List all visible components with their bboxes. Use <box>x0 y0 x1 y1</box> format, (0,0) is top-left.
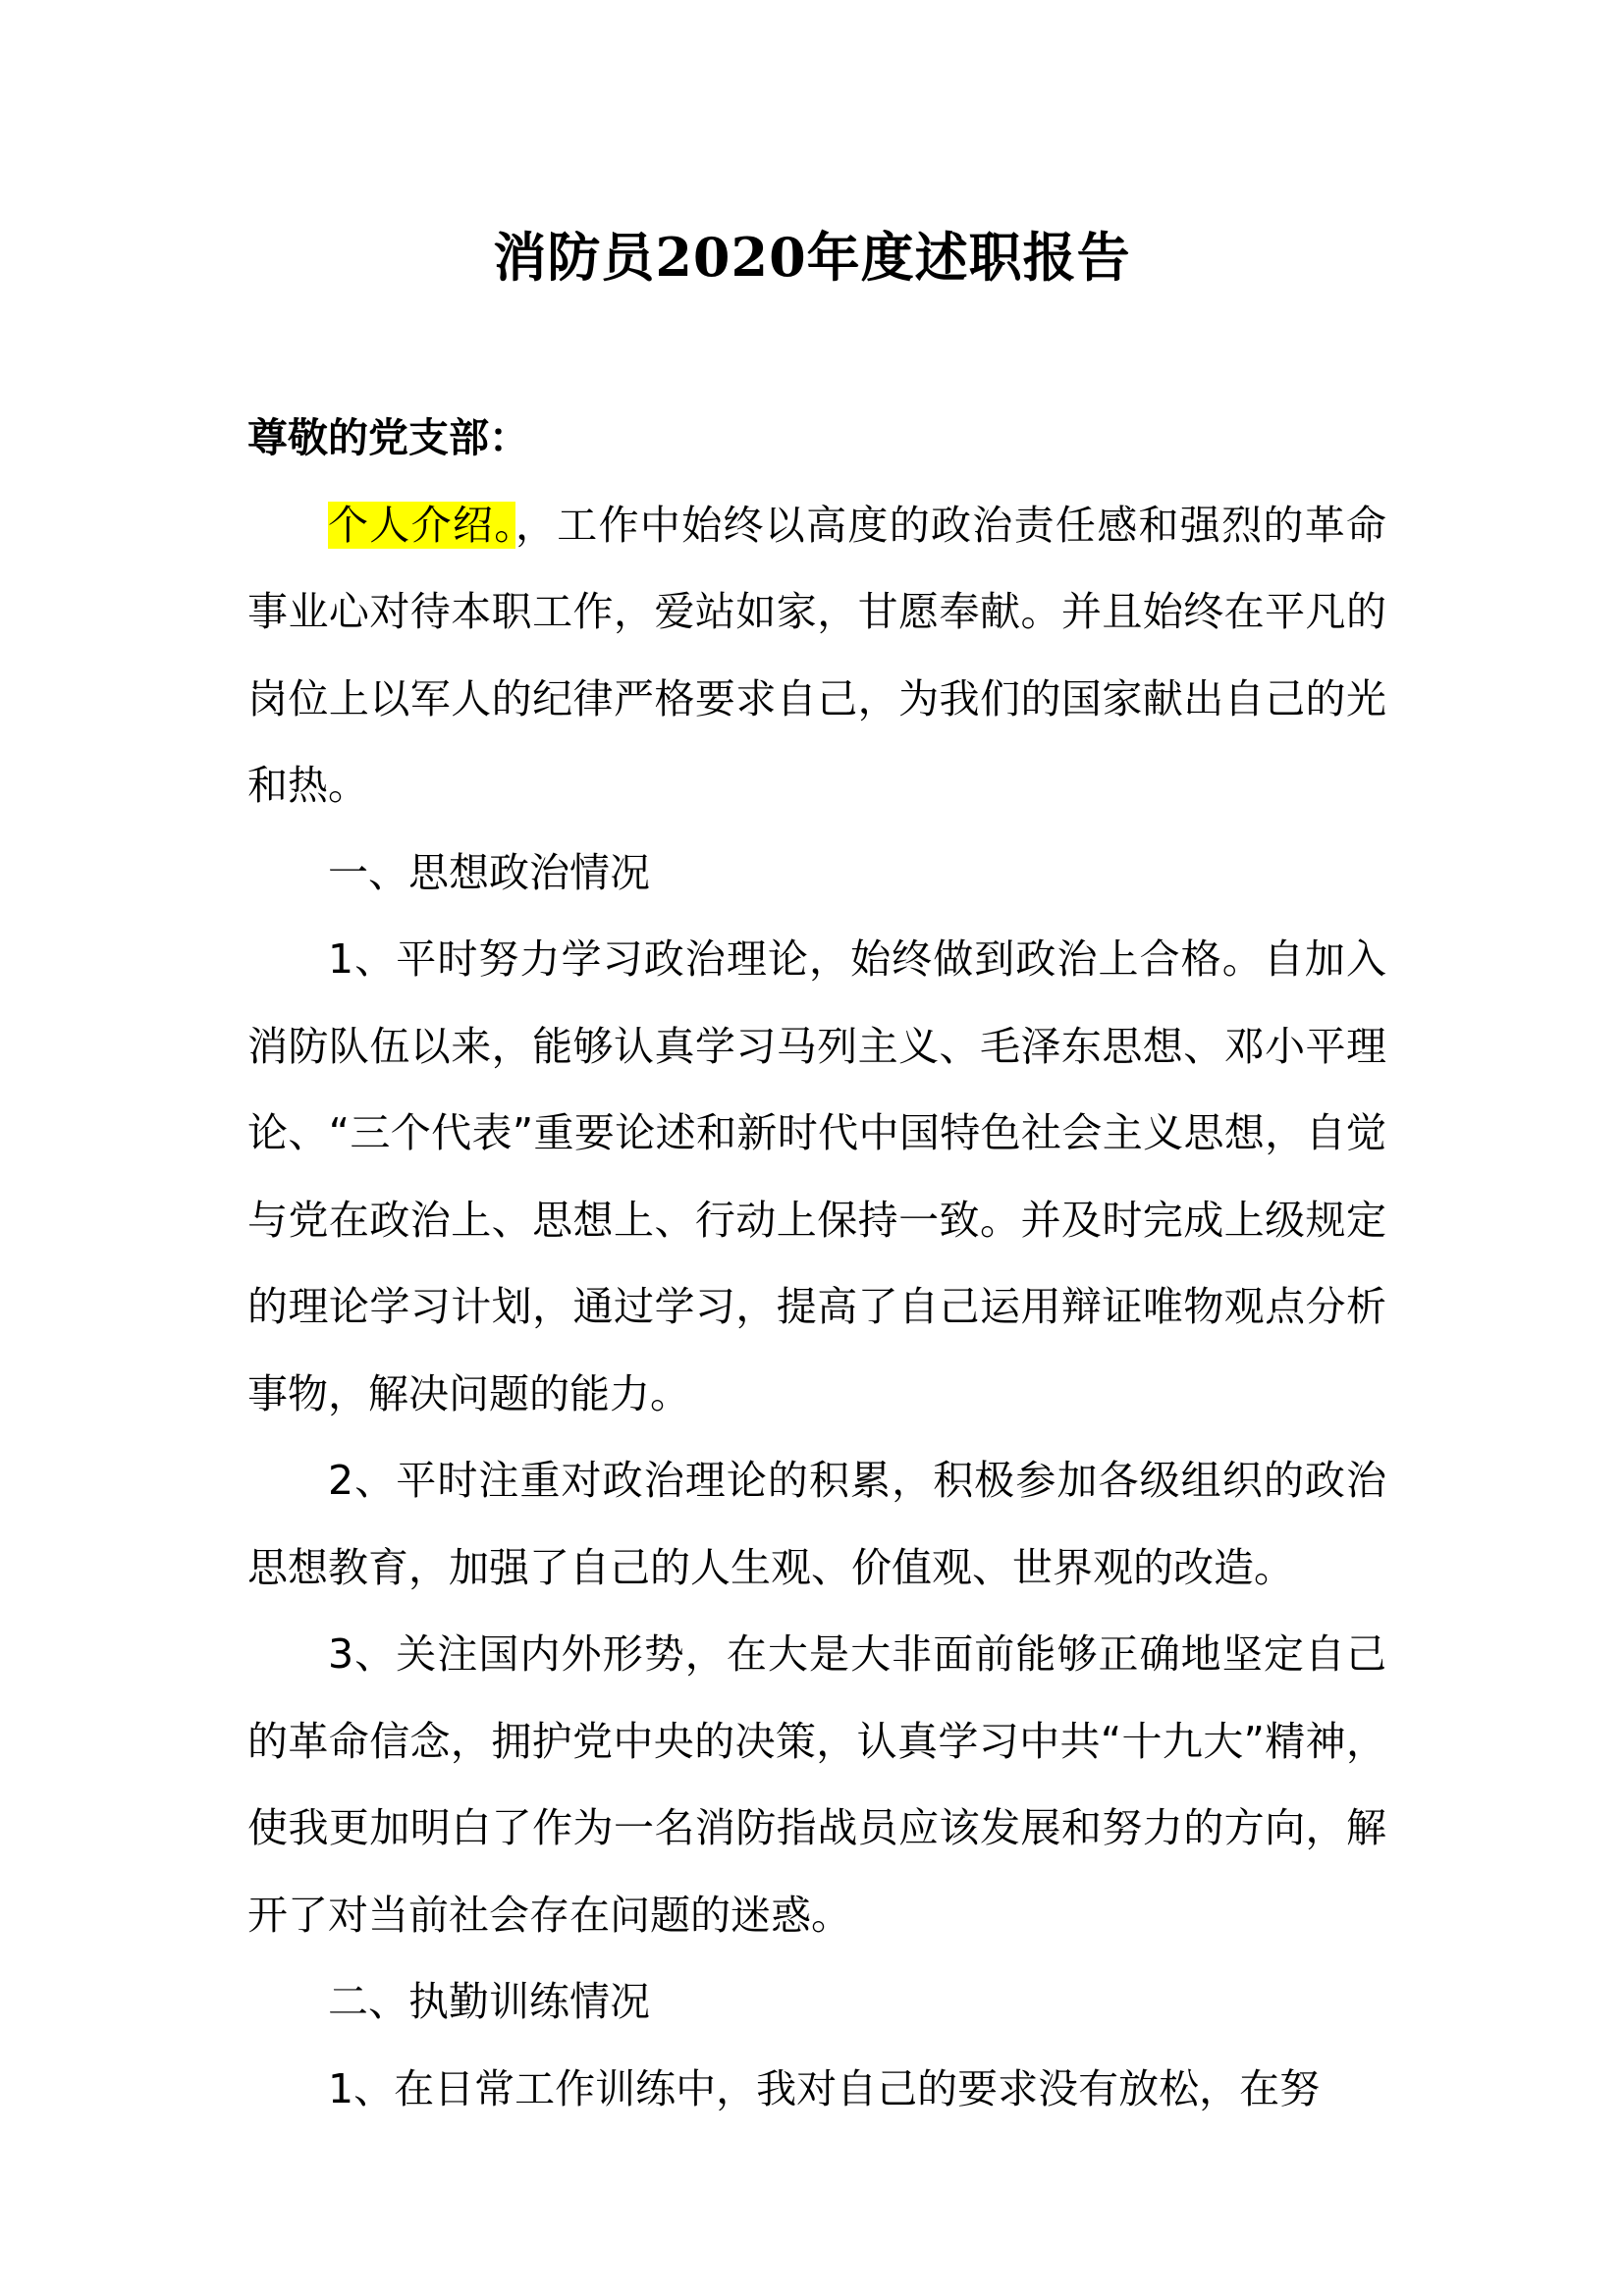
section-heading-ideology: 一、思想政治情况 <box>328 848 650 896</box>
paragraph-ideology-2: 2、平时注重对政治理论的积累，积极参加各级组织的政治思想教育，加强了自己的人生观、价值观、世界观的改造。 <box>247 1457 1386 1591</box>
salutation: 尊敬的党支部： <box>247 414 529 461</box>
paragraph-ideology-1: 1、平时努力学习政治理论，始终做到政治上合格。自加入消防队伍以来，能够认真学习马列主义、毛泽东思想、邓小平理论、“三个代表”重要论述和新时代中国特色社会主义思想，自觉与党在政治上、思想上、行动上保持一致。并及时完成上级规定的理论学习计划，通过学习，提高了自己运用辩证唯物观点分析事物，解决问题的能力。 <box>247 935 1386 1417</box>
paragraph-ideology-3: 3、关注国内外形势，在大是大非面前能够正确地坚定自己的革命信念，拥护党中央的决策，认真学习中共“十九大”精神，使我更加明白了作为一名消防指战员应该发展和努力的方向，解开了对当前社会存在问题的迷惑。 <box>247 1630 1386 1939</box>
highlighted-placeholder: 个人介绍。 <box>328 501 515 549</box>
intro-paragraph <box>247 482 1386 829</box>
intro-text: ，工作中始终以高度的政治责任感和强烈的革命事业心对待本职工作，爱站如家，甘愿奉献。并且始终在平凡的岗位上以军人的纪律严格要求自己，为我们的国家献出自己的光和热。 <box>247 501 1386 809</box>
paragraph-duty-training-1: 1、在日常工作训练中，我对自己的要求没有放松，在努 <box>328 2064 1321 2112</box>
document-body <box>247 395 1386 2132</box>
section-heading-duty-training: 二、执勤训练情况 <box>328 1978 650 2025</box>
document-title: 消防员2020年度述职报告 <box>493 226 1131 289</box>
